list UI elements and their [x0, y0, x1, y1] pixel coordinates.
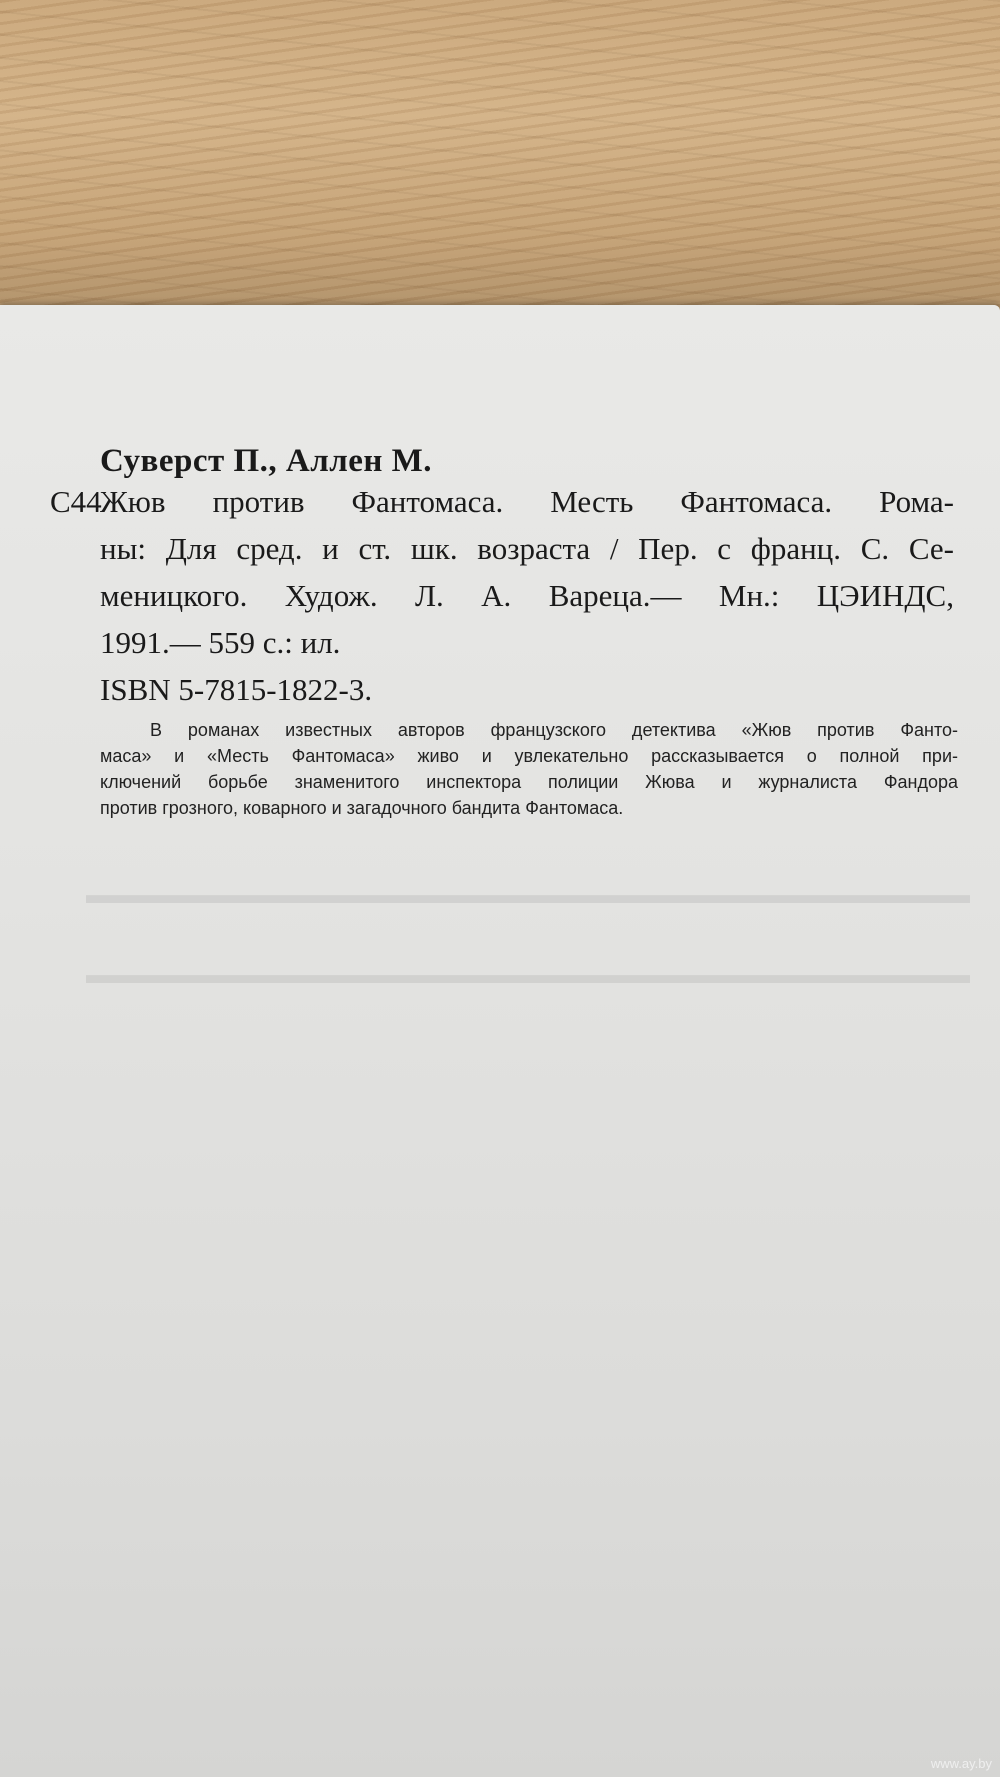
watermark: www.ay.by	[930, 1756, 992, 1771]
abstract-line: маса» и «Месть Фантомаса» живо и увлекательно рассказывается о полной при-	[100, 746, 958, 766]
abstract-line: против грозного, коварного и загадочного бандита Фантомаса.	[100, 798, 624, 818]
bibliographic-line: Жюв против Фантомаса. Месть Фантомаса. Рома-	[100, 484, 954, 519]
bibliographic-line: 1991.— 559 с.: ил.	[100, 625, 341, 660]
bibliographic-line: ны: Для сред. и ст. шк. возраста / Пер. с франц. С. Се-	[100, 531, 954, 566]
abstract-line: ключений борьбе знаменитого инспектора полиции Жюва и журналиста Фандора	[100, 772, 958, 792]
show-through-line: ▬▬▬▬▬▬▬▬▬▬▬▬▬▬▬▬▬▬▬▬▬▬▬▬▬▬▬▬▬▬▬▬▬▬	[86, 960, 970, 989]
abstract-line: В романах известных авторов французского детектива «Жюв против Фанто-	[150, 720, 958, 740]
show-through-line: ▬▬▬▬▬▬▬▬▬▬▬▬▬▬▬▬▬▬▬▬▬▬▬▬▬▬▬▬▬▬▬▬▬▬	[86, 880, 970, 909]
book-page	[0, 305, 1000, 1777]
isbn: ISBN 5-7815-1822-3.	[100, 672, 373, 707]
catalog-code: С44	[50, 484, 102, 519]
authors: Суверст П., Аллен М.	[100, 443, 433, 479]
bibliographic-line: меницкого. Худож. Л. А. Вареца.— Мн.: ЦЭИНДС,	[100, 578, 954, 613]
wooden-table-background	[0, 0, 1000, 330]
